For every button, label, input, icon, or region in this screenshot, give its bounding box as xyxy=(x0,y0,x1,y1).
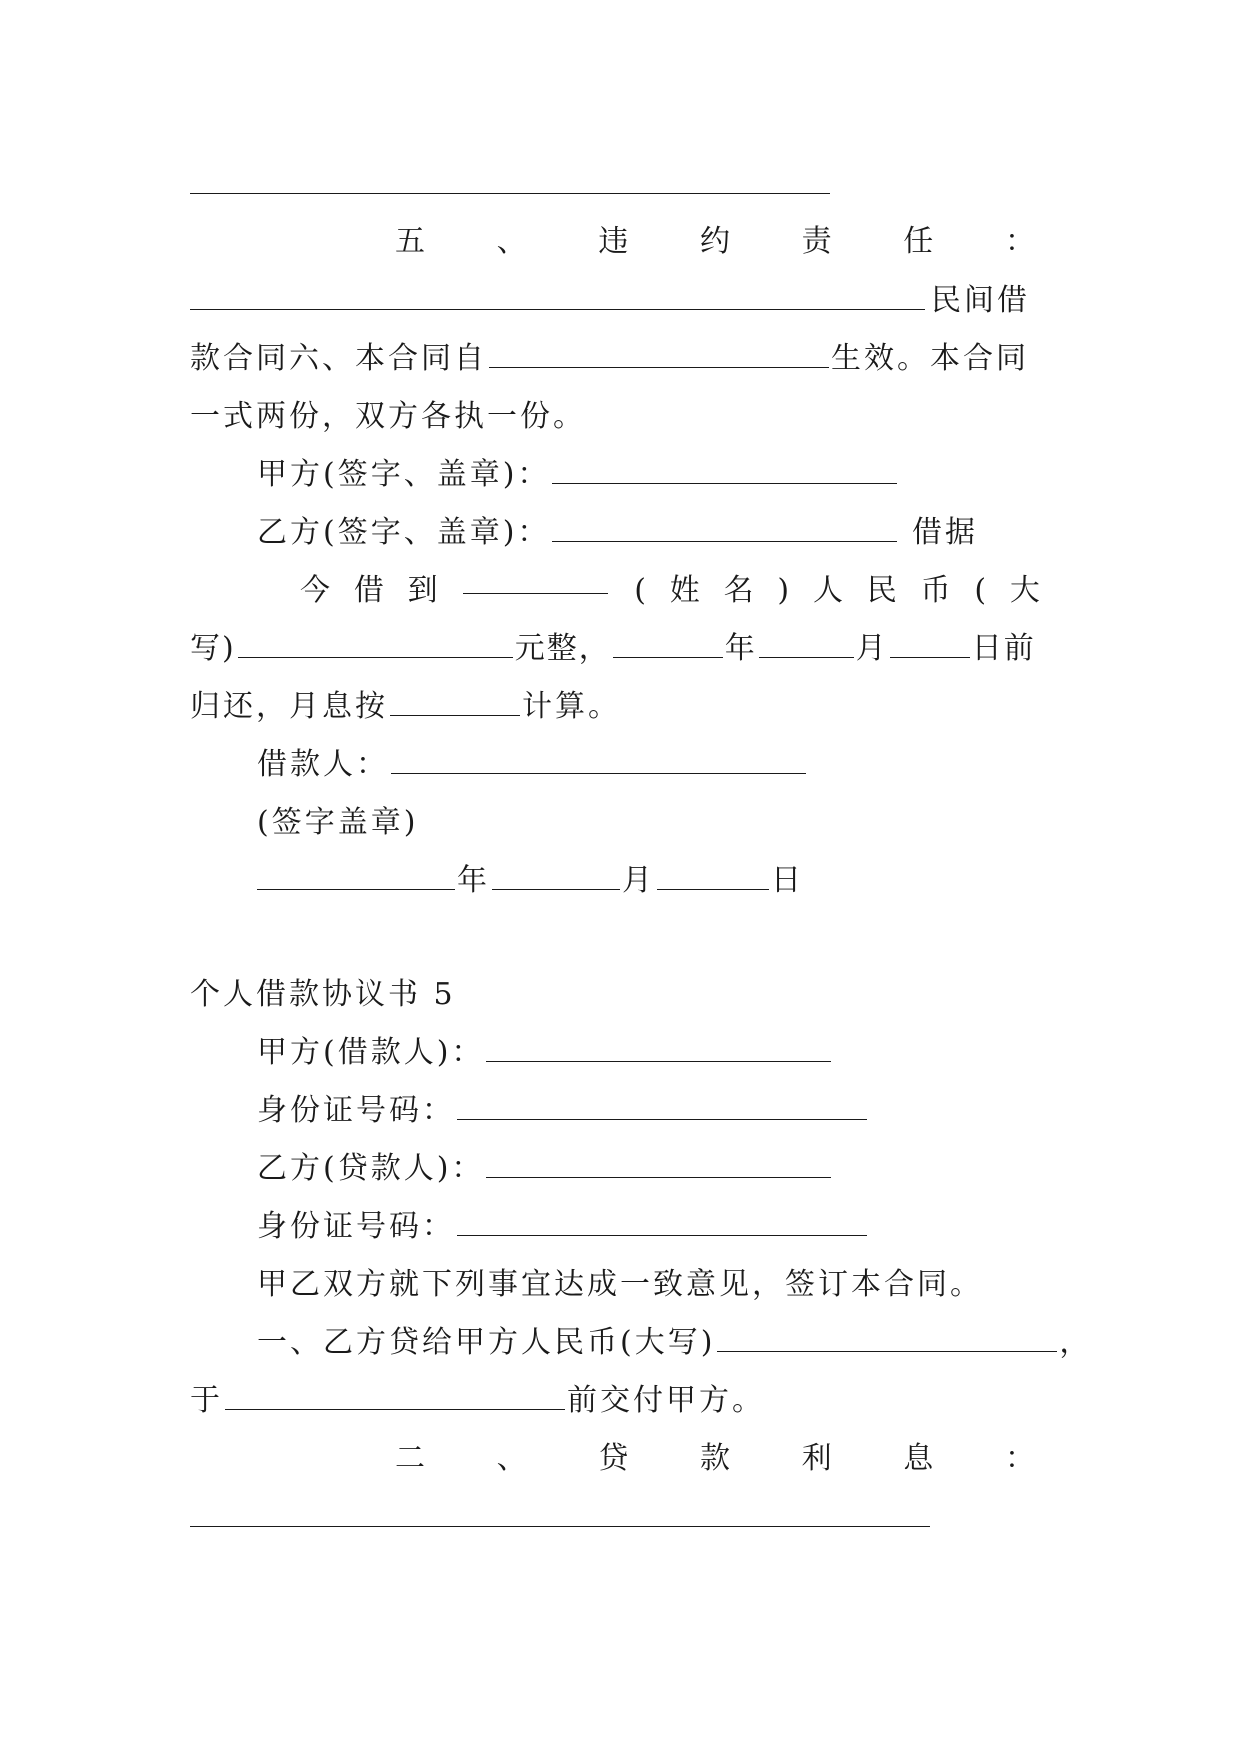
blank-field xyxy=(390,693,520,716)
paragraph-text: 一、乙方贷给甲方人民币(大写) xyxy=(257,1325,716,1360)
paragraph-line xyxy=(190,629,1050,669)
document-title xyxy=(190,975,1050,1015)
blank-field xyxy=(657,867,769,890)
blank-field xyxy=(552,519,897,542)
heading-char: 款 xyxy=(699,1441,730,1476)
title-text: 个人借款协议书 5 xyxy=(190,977,456,1012)
receipt-char: 姓 xyxy=(669,573,700,608)
paragraph-text: 日 xyxy=(771,863,804,898)
heading-char: 贷 xyxy=(598,1441,629,1476)
blank-field xyxy=(257,867,455,890)
paragraph-text: 款合同六、本合同自 xyxy=(190,341,487,376)
paragraph-text: 前交付甲方。 xyxy=(567,1383,765,1418)
heading-char: ： xyxy=(1004,224,1035,259)
blank-field xyxy=(463,571,608,594)
blank-field xyxy=(717,1329,1057,1352)
field-label: 乙方(贷款人)： xyxy=(257,1151,485,1186)
heading-char: 二 xyxy=(395,1441,425,1476)
receipt-char: 名 xyxy=(723,573,754,608)
heading-char: 、 xyxy=(496,1441,527,1476)
paragraph-text: 月 xyxy=(622,863,655,898)
field-label: 甲方(借款人)： xyxy=(257,1035,485,1070)
field-label: 身份证号码： xyxy=(257,1209,455,1244)
blank-field xyxy=(225,1387,565,1410)
receipt-char: 民 xyxy=(866,573,897,608)
paragraph-text: 写) xyxy=(190,631,236,666)
party-a-signature-line xyxy=(257,455,1117,495)
receipt-char: 今 xyxy=(300,573,330,608)
heading-char: 任 xyxy=(903,224,934,259)
blank-field xyxy=(457,1213,867,1236)
blank-field xyxy=(492,867,620,890)
blank-field xyxy=(759,635,854,658)
section-title: 借据 xyxy=(911,515,978,550)
paragraph-text: 年 xyxy=(724,631,757,666)
field-label: 借款人： xyxy=(257,747,389,782)
paragraph-line xyxy=(190,339,1050,379)
field-label: 身份证号码： xyxy=(257,1093,455,1128)
paragraph-line xyxy=(190,1381,1050,1421)
section-heading-breach xyxy=(395,222,1035,262)
receipt-line xyxy=(300,571,1040,611)
blank-field xyxy=(391,751,806,774)
heading-char: 责 xyxy=(801,224,832,259)
heading-char: 、 xyxy=(496,224,527,259)
date-line xyxy=(257,861,1117,901)
field-label: 甲方(签字、盖章)： xyxy=(257,457,551,492)
paragraph-line xyxy=(257,803,1117,843)
heading-char: 违 xyxy=(598,224,629,259)
receipt-char: 人 xyxy=(812,573,843,608)
paragraph-text: (签字盖章) xyxy=(257,805,419,840)
heading-char: 息 xyxy=(903,1441,934,1476)
paragraph-line xyxy=(257,1265,1117,1305)
receipt-char: 大 xyxy=(1009,573,1040,608)
id-number-line xyxy=(257,1091,1117,1131)
blank-line-bottom xyxy=(190,1498,1050,1538)
blank-field xyxy=(890,635,970,658)
paragraph-text: ， xyxy=(1059,1325,1093,1360)
blank-field xyxy=(613,635,723,658)
blank-field xyxy=(552,461,897,484)
receipt-char: ( xyxy=(634,573,646,608)
blank-field xyxy=(486,1155,831,1178)
receipt-char: 到 xyxy=(407,573,438,608)
blank-field xyxy=(457,1097,867,1120)
heading-char: 五 xyxy=(395,224,425,259)
blank-line-top xyxy=(190,165,1050,205)
blank-field xyxy=(190,287,925,310)
paragraph-text: 甲乙双方就下列事宜达成一致意见，签订本合同。 xyxy=(257,1267,983,1302)
party-a-line xyxy=(257,1033,1117,1073)
paragraph-text: 生效。本合同 xyxy=(831,341,1029,376)
borrower-line xyxy=(257,745,1117,785)
receipt-char: ) xyxy=(777,573,790,608)
party-b-line xyxy=(257,1149,1117,1189)
heading-char: ： xyxy=(1004,1441,1035,1476)
paragraph-text: 民间借 xyxy=(931,283,1030,318)
receipt-char: 币 xyxy=(920,573,951,608)
id-number-line xyxy=(257,1207,1117,1247)
blank-field xyxy=(238,635,513,658)
heading-char: 约 xyxy=(699,224,730,259)
paragraph-text: 日前 xyxy=(971,631,1036,666)
paragraph-text: 计算。 xyxy=(522,689,621,724)
field-label: 乙方(签字、盖章)： xyxy=(257,515,551,550)
paragraph-line xyxy=(190,397,1050,437)
blank-field xyxy=(486,1039,831,1062)
section-heading-interest xyxy=(395,1439,1035,1479)
paragraph-line xyxy=(257,1323,1117,1363)
party-b-signature-line xyxy=(257,513,1117,553)
heading-char: 利 xyxy=(801,1441,832,1476)
receipt-char: ( xyxy=(974,573,987,608)
paragraph-text: 一式两份，双方各执一份。 xyxy=(190,399,586,434)
paragraph-line xyxy=(190,687,1050,727)
paragraph-line xyxy=(190,281,1050,321)
paragraph-text: 元整， xyxy=(514,631,611,666)
receipt-char: 借 xyxy=(353,573,384,608)
paragraph-text: 归还，月息按 xyxy=(190,689,388,724)
paragraph-text: 于 xyxy=(190,1383,223,1418)
paragraph-text: 年 xyxy=(457,863,490,898)
paragraph-text: 月 xyxy=(855,631,888,666)
blank-field xyxy=(489,345,829,368)
